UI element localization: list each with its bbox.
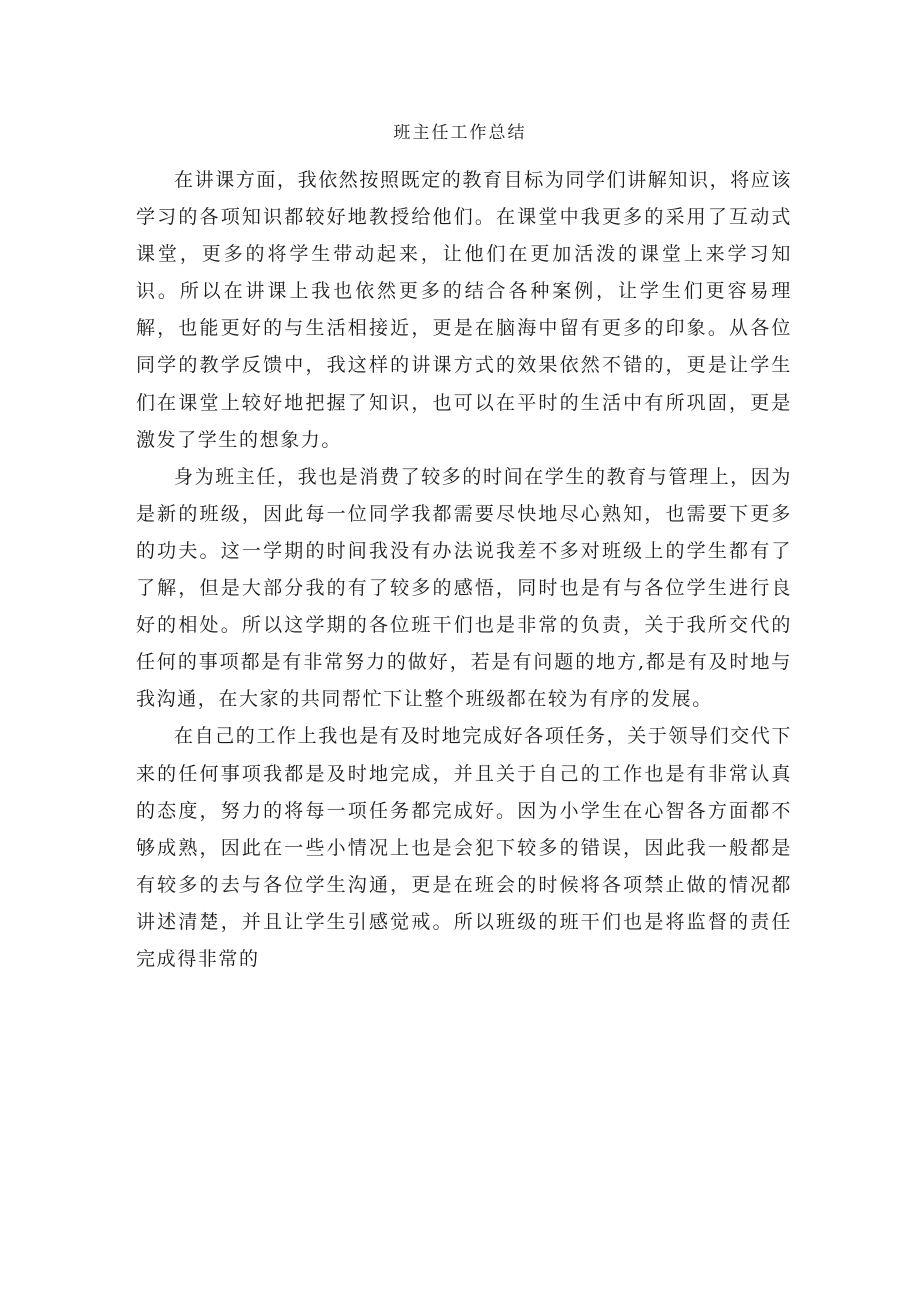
paragraph-class-management: 身为班主任，我也是消费了较多的时间在学生的教育与管理上，因为是新的班级，因此每一位同学我都需要尽快地尽心熟知，也需要下更多的功夫。这一学期的时间我没有办法说我差不多对班级上的学生都有了了解，但是大部分我的有了较多的感悟，同时也是有与各位学生进行良好的相处。所以这学期的各位班干们也是非常的负责，关于我所交代的任何的事项都是有非常努力的做好，若是有问题的地方,都是有及时地与我沟通，在大家的共同帮忙下让整个班级都在较为有序的发展。 <box>136 465 793 711</box>
document-title: 班主任工作总结 <box>393 123 527 143</box>
document-body <box>136 162 792 978</box>
paragraph-work-tasks: 在自己的工作上我也是有及时地完成好各项任务，关于领导们交代下来的任何事项我都是及时地完成，并且关于自己的工作也是有非常认真的态度，努力的将每一项任务都完成好。因为小学生在心智各方面都不够成熟，因此在一些小情况上也是会犯下较多的错误，因此我一般都是有较多的去与各位学生沟通，更是在班会的时候将各项禁止做的情况都讲述清楚，并且让学生引感觉戒。所以班级的班干们也是将监督的责任完成得非常的 <box>136 725 793 970</box>
paragraph-teaching: 在讲课方面，我依然按照既定的教育目标为同学们讲解知识，将应该学习的各项知识都较好地教授给他们。在课堂中我更多的采用了互动式课堂，更多的将学生带动起来，让他们在更加活泼的课堂上来学习知识。所以在讲课上我也依然更多的结合各种案例，让学生们更容易理解，也能更好的与生活相接近，更是在脑海中留有更多的印象。从各位同学的教学反馈中，我这样的讲课方式的效果依然不错的，更是让学生们在课堂上较好地把握了知识，也可以在平时的生活中有所巩固，更是激发了学生的想象力。 <box>136 169 793 451</box>
